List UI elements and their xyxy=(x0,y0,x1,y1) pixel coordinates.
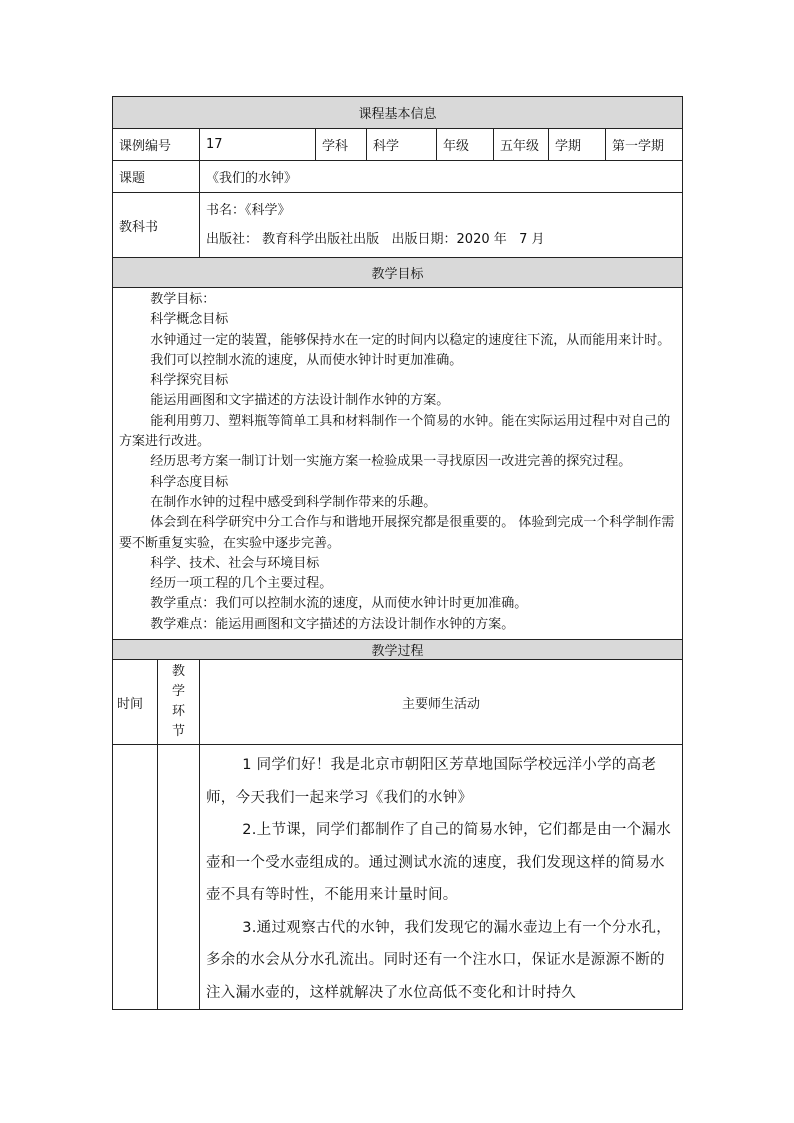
goal-line: 教学重点：我们可以控制水流的速度，从而使水钟计时更加准确。 xyxy=(150,596,528,612)
basic-info-header: 课程基本信息 xyxy=(113,97,683,129)
goal-line: 科学、技术、社会与环境目标 xyxy=(150,555,320,571)
time-cell xyxy=(113,745,158,1010)
goals-header: 教学目标 xyxy=(113,258,683,288)
goal-line: 科学探究目标 xyxy=(150,373,229,389)
topic-label: 课题 xyxy=(113,161,200,193)
goal-line: 教学目标： xyxy=(150,292,216,307)
textbook-info xyxy=(200,193,683,258)
time-column-header: 时间 xyxy=(113,660,158,745)
goal-line: 在制作水钟的过程中感受到科学制作带来的乐趣。 xyxy=(150,494,437,510)
goals-content xyxy=(113,288,683,640)
textbook-publisher: 出版社： 教育科学出版社出版 出版日期：2020 年 7 月 xyxy=(206,232,545,247)
lesson-table xyxy=(112,96,683,1010)
textbook-name: 书名：《科学》 xyxy=(206,203,291,218)
goal-line: 科学概念目标 xyxy=(150,312,229,328)
term-label: 学期 xyxy=(549,129,606,161)
process-header: 教学过程 xyxy=(113,640,683,660)
activity-paragraph: 2.上节课，同学们都制作了自己的简易水钟，它们都是由一个漏水壶和一个受水壶组成的。通过测试水流的速度，我们发现这样的简易水壶不具有等时性，不能用来计量时间。 xyxy=(206,822,672,904)
activity-content xyxy=(200,745,683,1010)
goal-line: 经历一项工程的几个主要过程。 xyxy=(150,576,333,592)
goal-line: 水钟通过一定的装置，能够保持水在一定的时间内以稳定的速度往下流，从而能用来计时。 xyxy=(150,332,671,348)
subject-label: 学科 xyxy=(316,129,367,161)
stage-column-header: 教 学 环 节 xyxy=(158,660,200,745)
lesson-no-label: 课例编号 xyxy=(113,129,200,161)
goal-line: 经历思考方案一制订计划一实施方案一检验成果一寻找原因一改进完善的探究过程。 xyxy=(150,454,632,470)
grade-value: 五年级 xyxy=(494,129,549,161)
goal-line: 能利用剪刀、塑料瓶等简单工具和材料制作一个简易的水钟。能在实际运用过程中对自己的方案进行改进。 xyxy=(119,413,671,450)
activity-column-header: 主要师生活动 xyxy=(200,660,683,745)
grade-label: 年级 xyxy=(437,129,494,161)
goal-line: 我们可以控制水流的速度，从而使水钟计时更加准确。 xyxy=(150,352,463,368)
term-value: 第一学期 xyxy=(606,129,683,161)
textbook-label: 教科书 xyxy=(113,193,200,258)
goal-line: 体会到在科学研究中分工合作与和谐地开展探究都是很重要的。 体验到完成一个科学制作需要不断重复实验，在实验中逐步完善。 xyxy=(119,515,675,551)
goal-line: 科学态度目标 xyxy=(150,474,229,490)
lesson-no-value: 17 xyxy=(200,129,316,161)
topic-value: 《我们的水钟》 xyxy=(200,161,683,193)
stage-cell xyxy=(158,745,200,1010)
activity-paragraph: 3.通过观察古代的水钟，我们发现它的漏水壶边上有一个分水孔，多余的水会从分水孔流出。同时还有一个注水口，保证水是源源不断的注入漏水壶的，这样就解决了水位高低不变化和计时持久 xyxy=(206,919,672,1001)
subject-value: 科学 xyxy=(367,129,437,161)
goal-line: 能运用画图和文字描述的方法设计制作水钟的方案。 xyxy=(150,393,450,409)
activity-paragraph: 1 同学们好！我是北京市朝阳区芳草地国际学校远洋小学的高老师，今天我们一起来学习《我们的水钟》 xyxy=(206,757,657,806)
goal-line: 教学难点：能运用画图和文字描述的方法设计制作水钟的方案。 xyxy=(150,616,515,632)
